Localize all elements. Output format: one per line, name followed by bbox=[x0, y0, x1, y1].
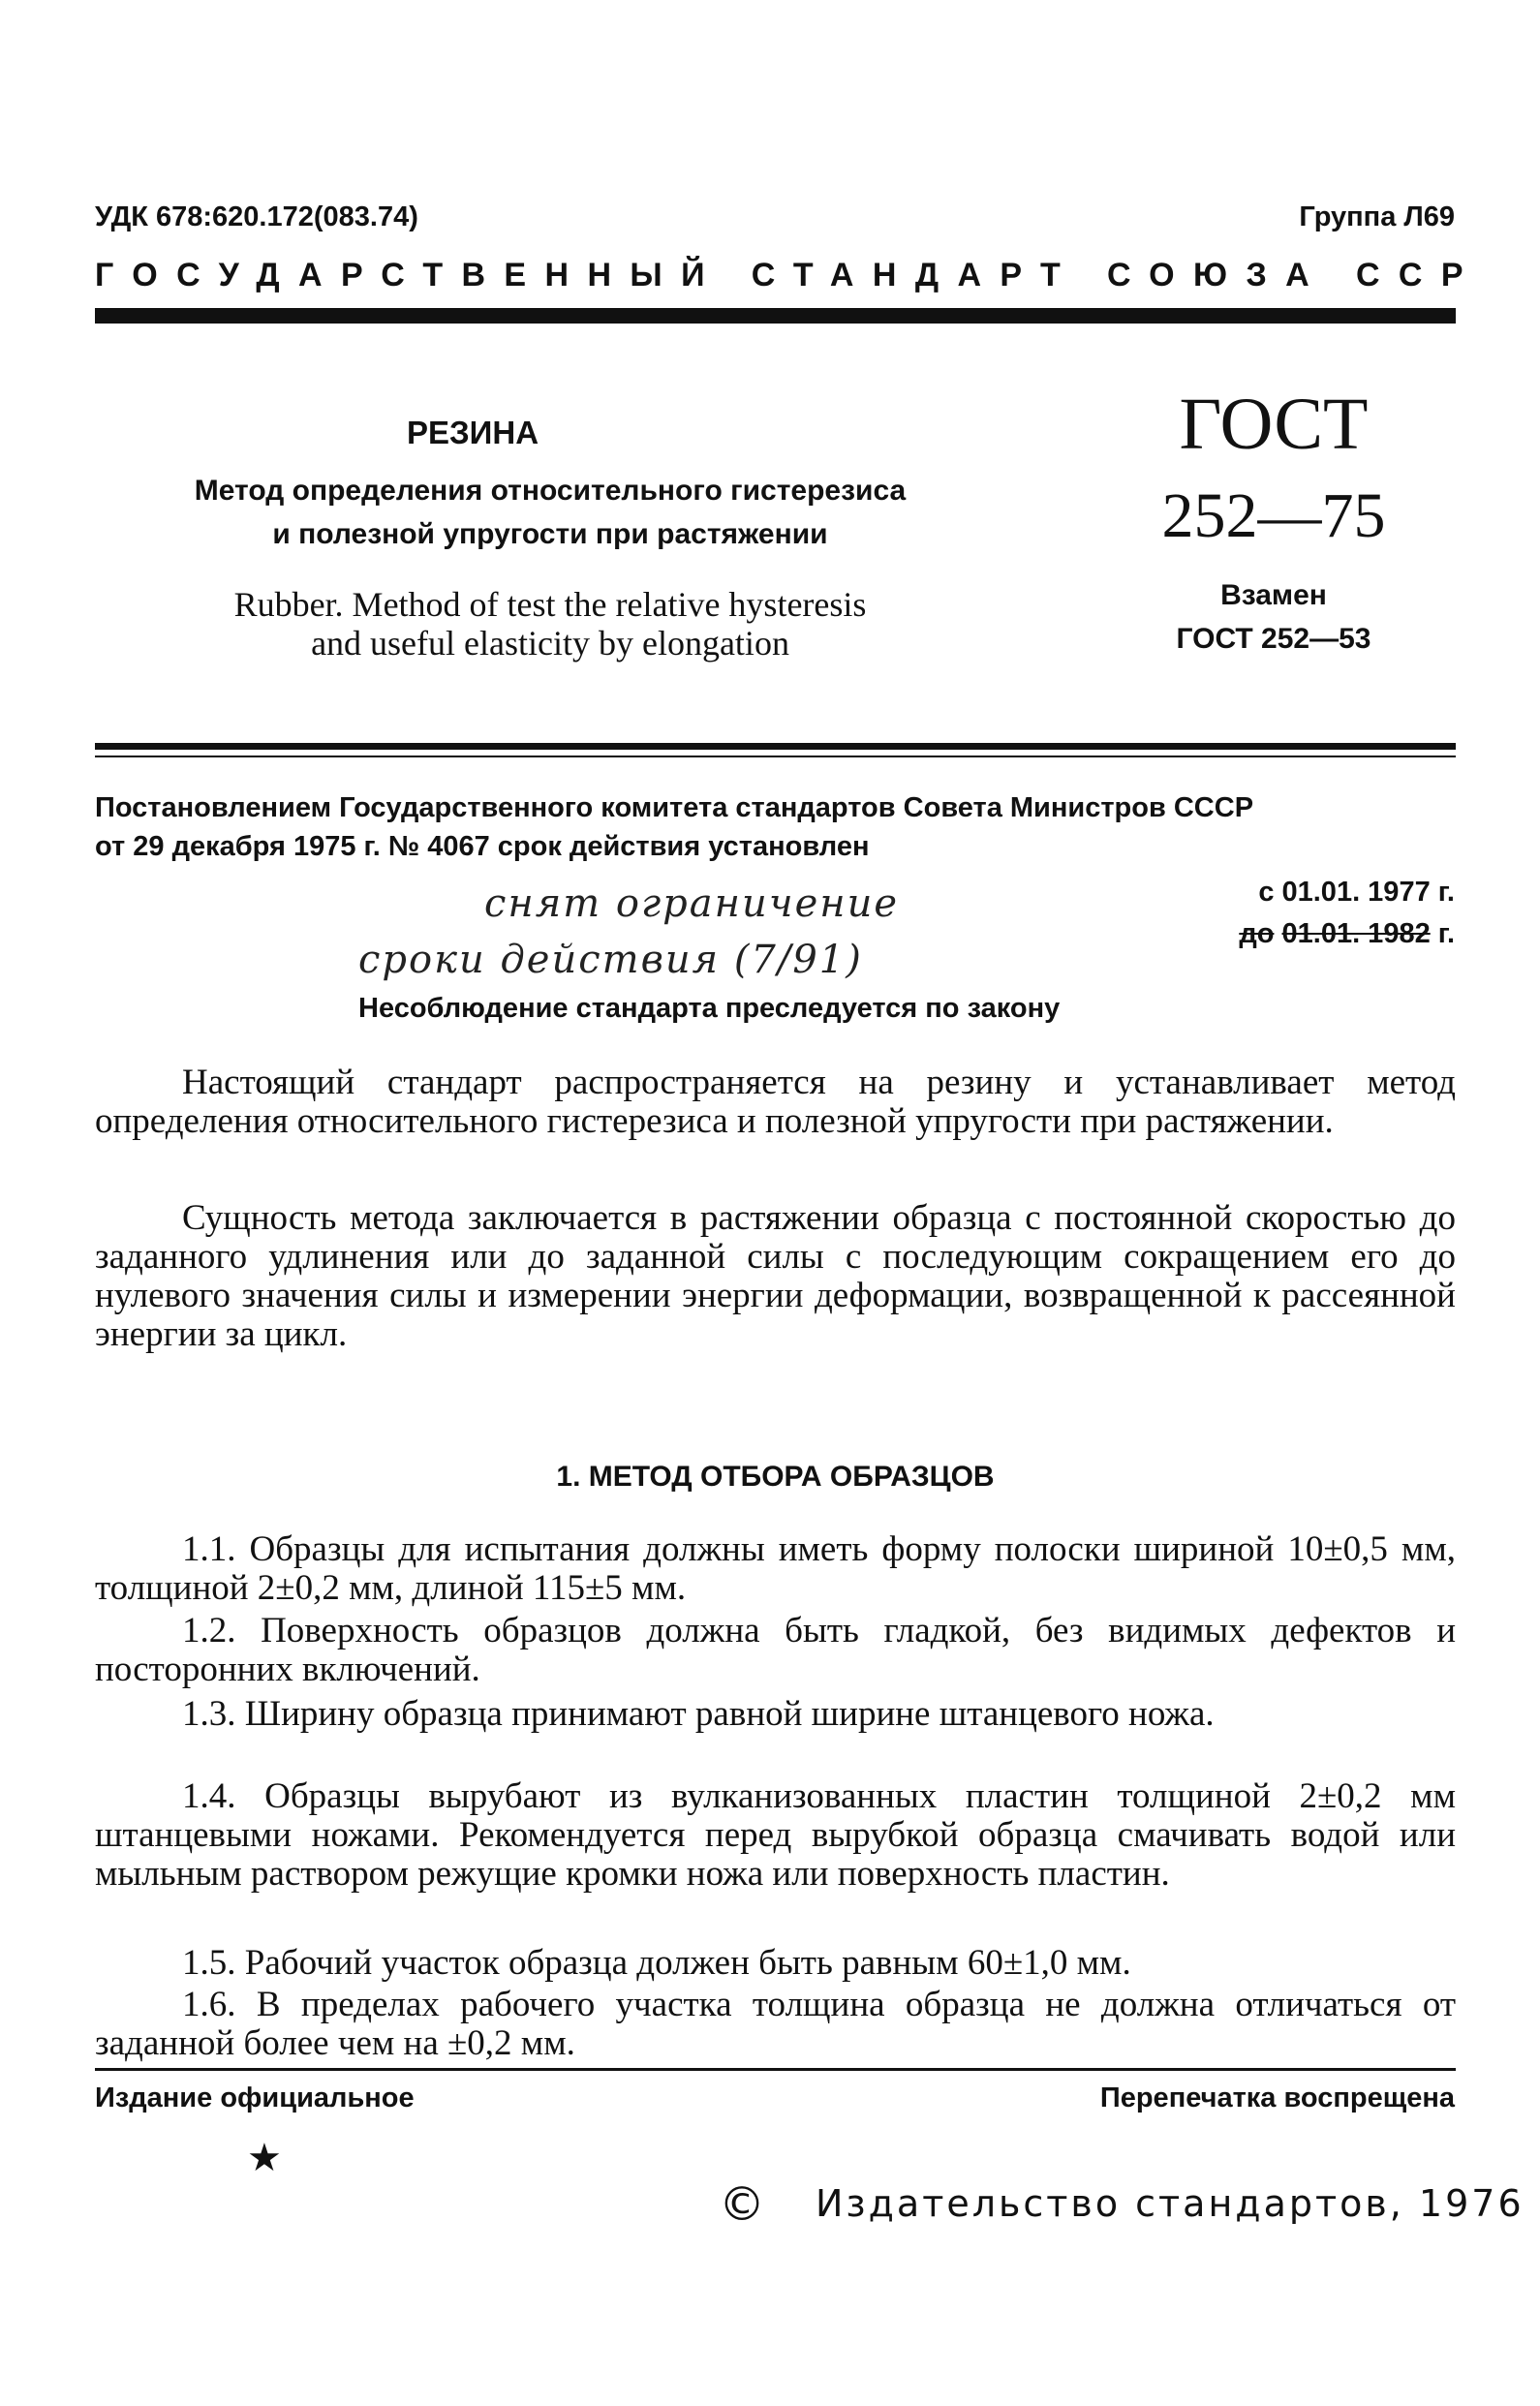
decree-line1: Постановлением Государственного комитета стандартов Совета Министров СССР bbox=[95, 792, 1254, 823]
handwritten-note-line2: сроки действия (7/91) bbox=[358, 938, 863, 982]
official-edition: Издание официальное bbox=[95, 2082, 415, 2113]
handwritten-note-line1: снят ограничение bbox=[484, 881, 900, 926]
clause-1-3: 1.3. Ширину образца принимают равной ширине штанцевого ножа. bbox=[182, 1694, 1215, 1734]
replaces-value: ГОСТ 252—53 bbox=[1176, 623, 1371, 655]
title-en-line1: Rubber. Method of test the relative hysteresis bbox=[233, 585, 867, 624]
clause-1-5: 1.5. Рабочий участок образца должен быть равным 60±1,0 мм. bbox=[182, 1943, 1131, 1983]
footer-rule bbox=[95, 2068, 1456, 2071]
intro-paragraph-2: Сущность метода заключается в растяжении образца с постоянной скоростью до заданного удлинения или до заданной силы с последующим сокращением его до нулевого значения силы и измерении энергии деформации, возвращенной к рассеянной энергии за цикл. bbox=[95, 1198, 1456, 1354]
udk-code: УДК 678:620.172(083.74) bbox=[95, 201, 418, 232]
star-icon: ★ bbox=[247, 2136, 282, 2180]
title-en-line2: and useful elasticity by elongation bbox=[311, 624, 789, 663]
standard-banner: ГОСУДАРСТВЕННЫЙ СТАНДАРТ СОЮЗА ССР bbox=[95, 257, 1482, 293]
validity-to-date: 01.01. 1982 bbox=[1281, 918, 1431, 949]
replaces-label: Взамен bbox=[1220, 579, 1327, 611]
validity-to-suffix: г. bbox=[1437, 918, 1455, 949]
title-rule-thick bbox=[95, 743, 1456, 750]
group-code: Группа Л69 bbox=[1299, 201, 1455, 232]
clause-1-2: 1.2. Поверхность образцов должна быть гладкой, без видимых дефектов и посторонних включений. bbox=[95, 1611, 1456, 1689]
title-rule-thin bbox=[95, 756, 1456, 757]
validity-from: с 01.01. 1977 г. bbox=[1258, 877, 1455, 908]
intro-paragraph-1: Настоящий стандарт распространяется на резину и устанавливает метод определения относительного гистерезиса и полезной упругости при растяжении. bbox=[95, 1063, 1456, 1141]
gost-label: ГОСТ bbox=[1179, 384, 1369, 465]
banner-rule bbox=[95, 308, 1456, 324]
copyright-icon: © bbox=[719, 2177, 765, 2232]
title-ru-line1: Метод определения относительного гистерезиса bbox=[194, 475, 907, 507]
title-ru-line2: и полезной упругости при растяжении bbox=[272, 518, 828, 550]
decree-line2: от 29 декабря 1975 г. № 4067 срок действия установлен bbox=[95, 831, 870, 862]
no-reprint-notice: Перепечатка воспрещена bbox=[1099, 2082, 1455, 2113]
validity-to-prefix: до bbox=[1239, 918, 1275, 949]
publisher-imprint: Издательство стандартов, 1976 bbox=[816, 2182, 1525, 2225]
penalty-notice: Несоблюдение стандарта преследуется по закону bbox=[358, 993, 1061, 1024]
subject-title: РЕЗИНА bbox=[406, 415, 539, 450]
clause-1-6: 1.6. В пределах рабочего участка толщина образца не должна отличаться от заданной более чем на ±0,2 мм. bbox=[95, 1985, 1456, 2063]
clause-1-4: 1.4. Образцы вырубают из вулканизованных пластин толщиной 2±0,2 мм штанцевыми ножами. Рекомендуется перед вырубкой образца смачивать водой или мыльным раствором режущие кромки ножа или поверхность пластин. bbox=[95, 1776, 1456, 1894]
validity-to bbox=[1239, 918, 1455, 950]
gost-number: 252—75 bbox=[1161, 480, 1386, 551]
clause-1-1: 1.1. Образцы для испытания должны иметь форму полоски шириной 10±0,5 мм, толщиной 2±0,2 мм, длиной 115±5 мм. bbox=[95, 1529, 1456, 1608]
section-heading: 1. МЕТОД ОТБОРА ОБРАЗЦОВ bbox=[556, 1461, 995, 1493]
